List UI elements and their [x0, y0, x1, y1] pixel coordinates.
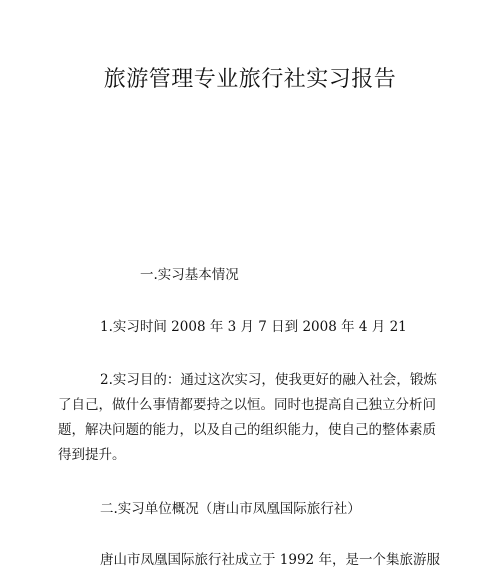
internship-purpose-line: 2.实习目的：通过这次实习，使我更好的融入社会，锻炼: [100, 372, 437, 388]
internship-purpose-line: 了自己，做什么事情都要持之以恒。同时也提高自己独立分析问: [58, 397, 436, 413]
unit-intro-paragraph: 唐山市凤凰国际旅行社成立于 1992 年，是一个集旅游服: [100, 552, 440, 568]
internship-purpose-line: 得到提升。: [58, 447, 126, 463]
document-title: 旅游管理专业旅行社实习报告: [103, 67, 397, 92]
internship-purpose-line: 题，解决问题的能力，以及自己的组织能力，使自己的整体素质: [58, 422, 436, 438]
section-heading-unit-overview: 二.实习单位概况（唐山市凤凰国际旅行社）: [100, 501, 361, 517]
section-heading-basic-info: 一.实习基本情况: [140, 267, 239, 283]
internship-time-paragraph: 1.实习时间 2008 年 3 月 7 日到 2008 年 4 月 21: [100, 319, 407, 335]
